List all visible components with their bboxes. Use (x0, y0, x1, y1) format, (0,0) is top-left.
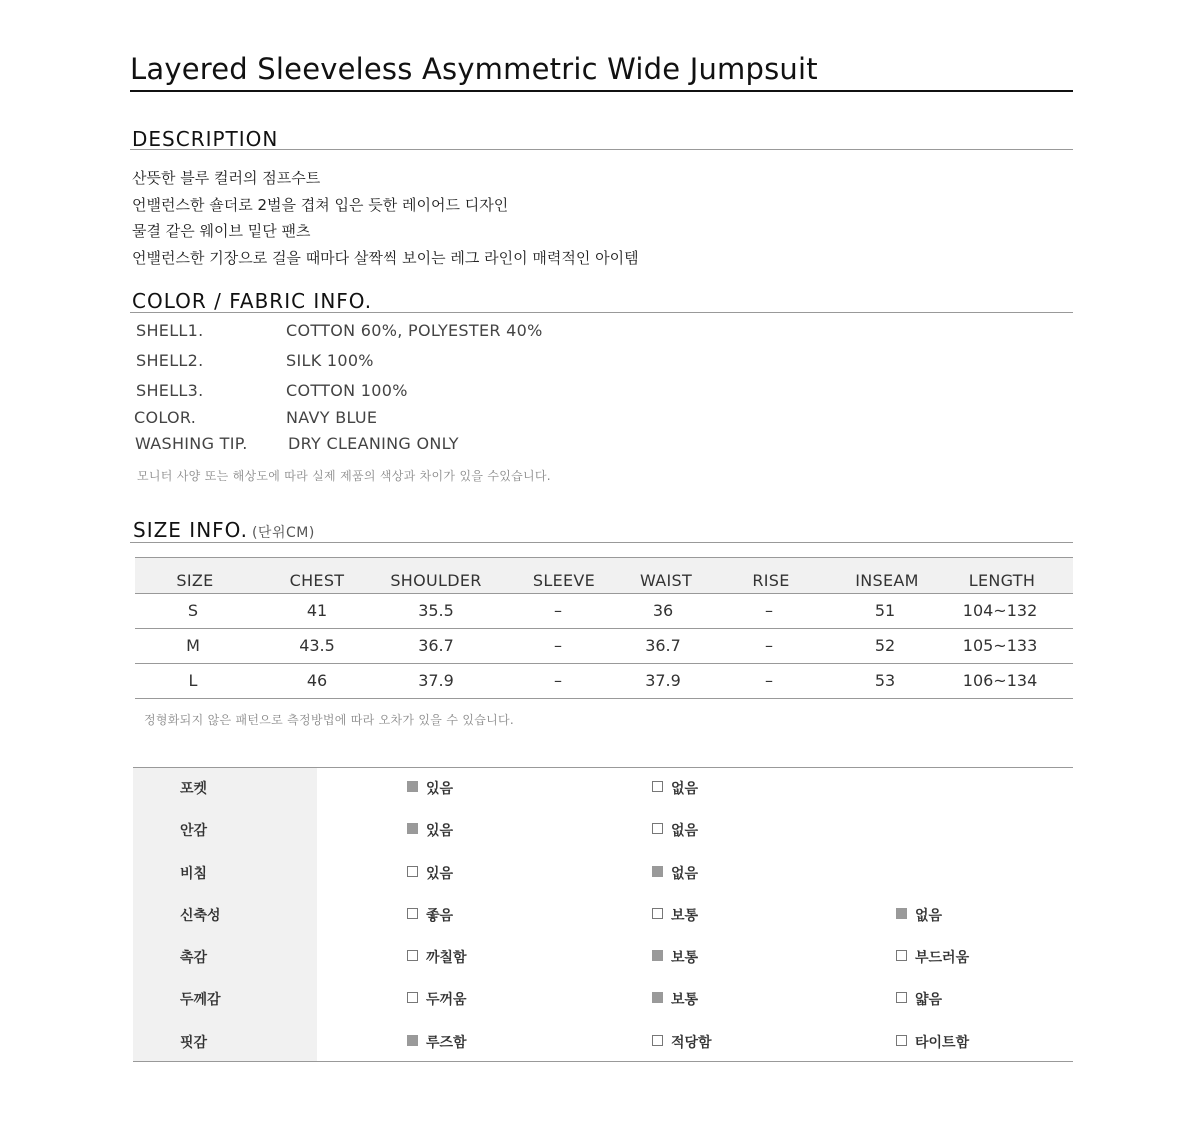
table-row (135, 593, 1073, 629)
size-cell: 41 (306, 601, 328, 620)
attribute-row-fit (133, 1022, 1073, 1064)
attribute-label: 비침 (180, 866, 208, 882)
size-cell: 36 (652, 601, 674, 620)
size-cell: – (765, 671, 773, 690)
size-cell: 36.7 (418, 636, 454, 655)
size-cell: – (765, 601, 773, 620)
size-cell: 52 (874, 636, 896, 655)
size-heading (133, 518, 315, 542)
unchecked-box-icon (652, 908, 663, 919)
unchecked-box-icon (407, 866, 418, 877)
size-cell: S (187, 601, 199, 620)
size-table-header (135, 557, 1073, 594)
checked-box-icon (896, 908, 907, 919)
unchecked-box-icon (652, 1035, 663, 1046)
unchecked-box-icon (407, 908, 418, 919)
option-text: 있음 (426, 781, 454, 797)
checked-box-icon (652, 866, 663, 877)
attribute-row-stretch (133, 895, 1073, 937)
attribute-label: 안감 (180, 823, 208, 839)
option-text: 없음 (671, 823, 699, 839)
attribute-label: 촉감 (180, 950, 208, 966)
size-col-header: LENGTH (968, 571, 1036, 590)
option-text: 얇음 (915, 992, 943, 1008)
option-text: 두꺼움 (426, 992, 467, 1008)
attribute-label: 핏감 (180, 1035, 208, 1051)
option-text: 없음 (671, 866, 699, 882)
size-cell: – (765, 636, 773, 655)
size-cell: 37.9 (418, 671, 454, 690)
description-line: 언밸런스한 숄더로 2벌을 겹쳐 입은 듯한 레이어드 디자인 (132, 196, 509, 214)
fabric-value: COTTON 100% (286, 381, 408, 400)
fabric-label: WASHING TIP. (135, 434, 248, 453)
size-col-header: RISE (752, 571, 790, 590)
fabric-label: SHELL3. (136, 381, 204, 400)
description-line: 물결 같은 웨이브 밑단 팬츠 (132, 222, 311, 240)
attribute-row-texture (133, 937, 1073, 979)
unchecked-box-icon (407, 992, 418, 1003)
option-text: 보통 (671, 908, 699, 924)
option-text: 적당함 (671, 1035, 712, 1051)
size-cell: – (554, 601, 562, 620)
fabric-note: 모니터 사양 또는 해상도에 따라 실제 제품의 색상과 차이가 있을 수있습니다. (137, 469, 551, 483)
size-cell: 105~133 (962, 636, 1038, 655)
fabric-value: DRY CLEANING ONLY (288, 434, 459, 453)
unchecked-box-icon (652, 823, 663, 834)
product-title: Layered Sleeveless Asymmetric Wide Jumpsuit (130, 52, 818, 86)
attribute-label: 두께감 (180, 992, 221, 1008)
attribute-table (133, 767, 1073, 1062)
attribute-row-sheerness (133, 853, 1073, 895)
size-col-header: SIZE (176, 571, 214, 590)
fabric-heading: COLOR / FABRIC INFO. (132, 289, 373, 313)
unchecked-box-icon (896, 950, 907, 961)
size-cell: 36.7 (645, 636, 681, 655)
size-col-header: SLEEVE (532, 571, 596, 590)
attribute-row-thickness (133, 979, 1073, 1021)
attribute-row-pocket (133, 768, 1073, 810)
option-text: 부드러움 (915, 950, 970, 966)
unchecked-box-icon (652, 781, 663, 792)
fabric-label: SHELL1. (136, 321, 204, 340)
fabric-value: NAVY BLUE (286, 408, 378, 427)
option-text: 보통 (671, 950, 699, 966)
checked-box-icon (407, 1035, 418, 1046)
size-cell: 104~132 (962, 601, 1038, 620)
title-divider (130, 90, 1073, 92)
size-cell: – (554, 671, 562, 690)
size-col-header: CHEST (289, 571, 345, 590)
checked-box-icon (407, 781, 418, 792)
fabric-label: SHELL2. (136, 351, 204, 370)
size-note: 정형화되지 않은 패턴으로 측정방법에 따라 오차가 있을 수 있습니다. (144, 713, 515, 727)
description-divider (130, 149, 1073, 150)
checked-box-icon (407, 823, 418, 834)
option-text: 루즈함 (426, 1035, 467, 1051)
option-text: 타이트함 (915, 1035, 970, 1051)
checked-box-icon (652, 992, 663, 1003)
table-row (135, 628, 1073, 664)
option-text: 있음 (426, 866, 454, 882)
fabric-label: COLOR. (134, 408, 197, 427)
size-col-header: INSEAM (855, 571, 919, 590)
size-cell: 35.5 (418, 601, 454, 620)
description-line: 산뜻한 블루 컬러의 점프수트 (132, 169, 321, 187)
unchecked-box-icon (896, 1035, 907, 1046)
attribute-label: 포켓 (180, 781, 208, 797)
size-heading-text: SIZE INFO. (133, 518, 248, 542)
size-cell: 53 (874, 671, 896, 690)
size-col-header: WAIST (639, 571, 693, 590)
size-cell: – (554, 636, 562, 655)
size-cell: L (188, 671, 198, 690)
size-cell: 46 (306, 671, 328, 690)
fabric-divider (130, 312, 1073, 313)
size-cell: 51 (874, 601, 896, 620)
size-col-header: SHOULDER (390, 571, 482, 590)
option-text: 좋음 (426, 908, 454, 924)
option-text: 까칠함 (426, 950, 467, 966)
size-unit: (단위CM) (251, 525, 315, 541)
size-cell: 43.5 (299, 636, 335, 655)
option-text: 없음 (915, 908, 943, 924)
fabric-value: SILK 100% (286, 351, 374, 370)
description-line: 언밸런스한 기장으로 걸을 때마다 살짝씩 보이는 레그 라인이 매력적인 아이템 (132, 249, 639, 267)
unchecked-box-icon (407, 950, 418, 961)
option-text: 없음 (671, 781, 699, 797)
size-cell: 106~134 (962, 671, 1038, 690)
attribute-row-lining (133, 810, 1073, 852)
option-text: 보통 (671, 992, 699, 1008)
unchecked-box-icon (896, 992, 907, 1003)
description-heading: DESCRIPTION (132, 127, 279, 151)
option-text: 있음 (426, 823, 454, 839)
attribute-label: 신축성 (180, 908, 221, 924)
size-cell: M (186, 636, 200, 655)
checked-box-icon (652, 950, 663, 961)
table-row (135, 663, 1073, 699)
fabric-value: COTTON 60%, POLYESTER 40% (286, 321, 543, 340)
size-cell: 37.9 (645, 671, 681, 690)
size-divider (130, 542, 1073, 543)
